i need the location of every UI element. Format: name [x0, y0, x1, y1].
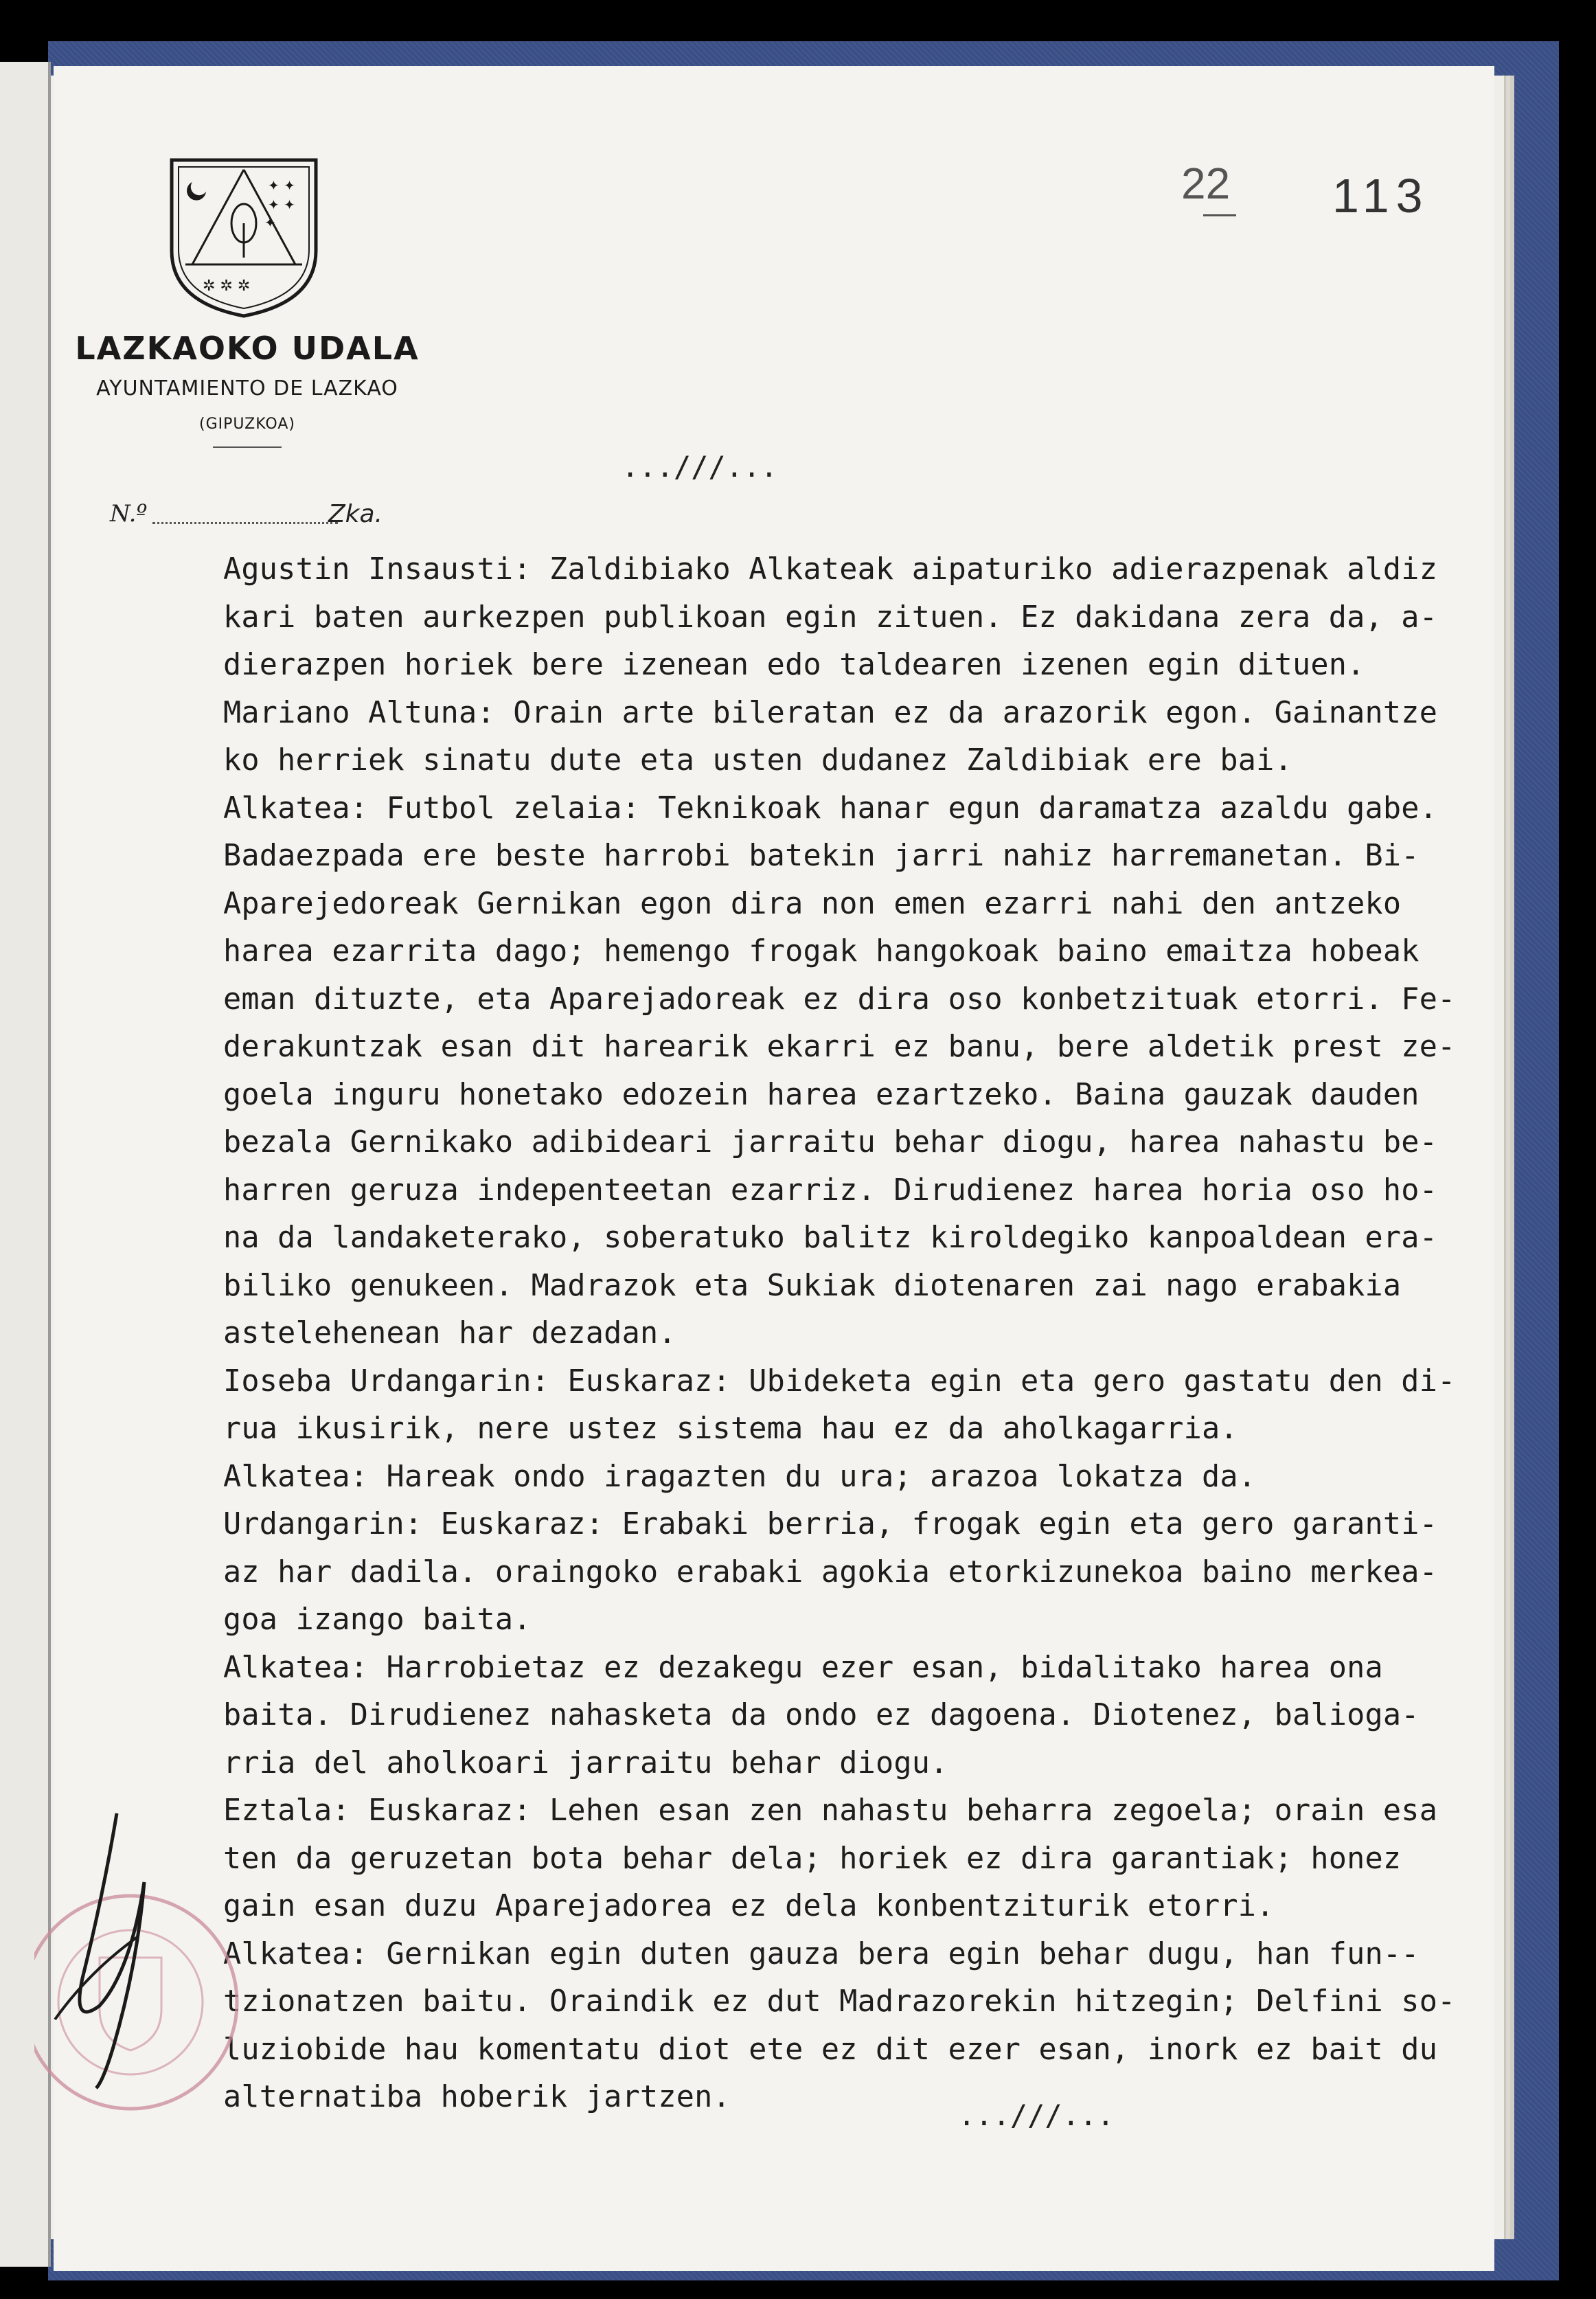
text-line: gain esan duzu Aparejadorea ez dela konbentziturik etorri.	[223, 1889, 1275, 1923]
top-separator: ...///...	[622, 450, 778, 484]
text-line: Agustin Insausti: Zaldibiako Alkateak aipaturiko adierazpenak aldiz	[223, 552, 1438, 587]
bottom-separator: ...///...	[958, 2098, 1115, 2132]
header-divider	[213, 446, 282, 448]
text-line: biliko genukeen. Madrazok eta Sukiak diotenaren zai nago erabakia	[223, 1268, 1402, 1303]
zka-label: Zka.	[328, 500, 383, 528]
text-line: kari baten aurkezpen publikoan egin zituen. Ez dakidana zera da, a-	[223, 600, 1438, 635]
svg-text:✦ ✦: ✦ ✦	[268, 196, 295, 213]
text-line: az har dadila. oraingoko erabaki agokia etorkizunekoa baino merkea-	[223, 1554, 1438, 1589]
text-line: Urdangarin: Euskaraz: Erabaki berria, frogak egin eta gero garanti-	[223, 1507, 1438, 1541]
text-line: Eztala: Euskaraz: Lehen esan zen nahastu beharra zegoela; orain esa	[223, 1793, 1438, 1828]
province-label: (GIPUZKOA)	[199, 416, 295, 433]
page-number-underline	[1203, 214, 1236, 216]
text-line: Alkatea: Harrobietaz ez dezakegu ezer esan, bidalitako harea ona	[223, 1650, 1383, 1685]
text-line: harea ezarrita dago; hemengo frogak hangokoak baino emaitza hobeak	[223, 934, 1420, 969]
number-label: N.º	[110, 500, 148, 528]
municipality-name: LAZKAOKO UDALA	[75, 330, 420, 367]
handwritten-signature-icon	[34, 1800, 172, 2095]
text-line: harren geruza indepenteetan ezarriz. Dirudienez harea horia oso ho-	[223, 1173, 1438, 1208]
coat-of-arms-icon	[165, 155, 323, 319]
svg-text:✦: ✦	[264, 214, 276, 231]
text-line: Alkatea: Futbol zelaia: Teknikoak hanar egun daramatza azaldu gabe.	[223, 791, 1438, 826]
text-line: Alkatea: Hareak ondo iragazten du ura; arazoa lokatza da.	[223, 1459, 1257, 1494]
text-line: eman dituzte, eta Aparejadoreak ez dira oso konbetzituak etorri. Fe-	[223, 982, 1456, 1017]
text-line: Badaezpada ere beste harrobi batekin jarri nahiz harremanetan. Bi-	[223, 839, 1420, 873]
text-line: tzionatzen baitu. Oraindik ez dut Madrazorekin hitzegin; Delfini so-	[223, 1984, 1456, 2019]
text-line: Alkatea: Gernikan egin duten gauza bera egin behar dugu, han fun--	[223, 1936, 1420, 1971]
text-line: goa izango baita.	[223, 1602, 532, 1637]
text-line: rua ikusirik, nere ustez sistema hau ez da aholkagarria.	[223, 1412, 1238, 1446]
svg-text:✦ ✦: ✦ ✦	[268, 177, 295, 194]
text-line: luziobide hau komentatu diot ete ez dit ezer esan, inork ez bait du	[223, 2032, 1438, 2067]
text-line: na da landaketerako, soberatuko balitz kiroldegiko kanpoaldean era-	[223, 1221, 1438, 1255]
handwritten-page-number: 22	[1181, 159, 1231, 208]
svg-text:✲ ✲ ✲: ✲ ✲ ✲	[203, 278, 251, 295]
stamped-page-number: 113	[1332, 169, 1430, 223]
text-line: ko herriek sinatu dute eta usten dudanez Zaldibiak ere bai.	[223, 743, 1292, 778]
text-line: derakuntzak esan dit harearik ekarri ez banu, bere aldetik prest ze-	[223, 1030, 1456, 1064]
text-line: Mariano Altuna: Orain arte bileratan ez da arazorik egon. Gainantze	[223, 695, 1438, 730]
text-line: goela inguru honetako edozein harea ezartzeko. Baina gauzak dauden	[223, 1077, 1420, 1112]
text-line: Aparejedoreak Gernikan egon dira non emen ezarri nahi den antzeko	[223, 886, 1402, 921]
text-line: alternatiba hoberik jartzen.	[223, 2080, 731, 2114]
text-line: astelehenean har dezadan.	[223, 1316, 676, 1350]
text-line: rria del aholkoari jarraitu behar diogu.	[223, 1745, 948, 1780]
text-line: Ioseba Urdangarin: Euskaraz: Ubideketa egin eta gero gastatu den di-	[223, 1363, 1456, 1398]
number-dotted-line	[152, 522, 338, 524]
text-line: baita. Dirudienez nahasketa da ondo ez dagoena. Diotenez, balioga-	[223, 1698, 1420, 1732]
text-line: ten da geruzetan bota behar dela; horiek ez dira garantiak; honez	[223, 1841, 1402, 1876]
municipality-subtitle: AYUNTAMIENTO DE LAZKAO	[96, 376, 398, 400]
typed-body-text	[223, 546, 1487, 2122]
text-line: bezala Gernikako adibideari jarraitu behar diogu, harea nahastu be-	[223, 1125, 1438, 1159]
text-line: dierazpen horiek bere izenean edo taldearen izenen egin dituen.	[223, 648, 1365, 682]
